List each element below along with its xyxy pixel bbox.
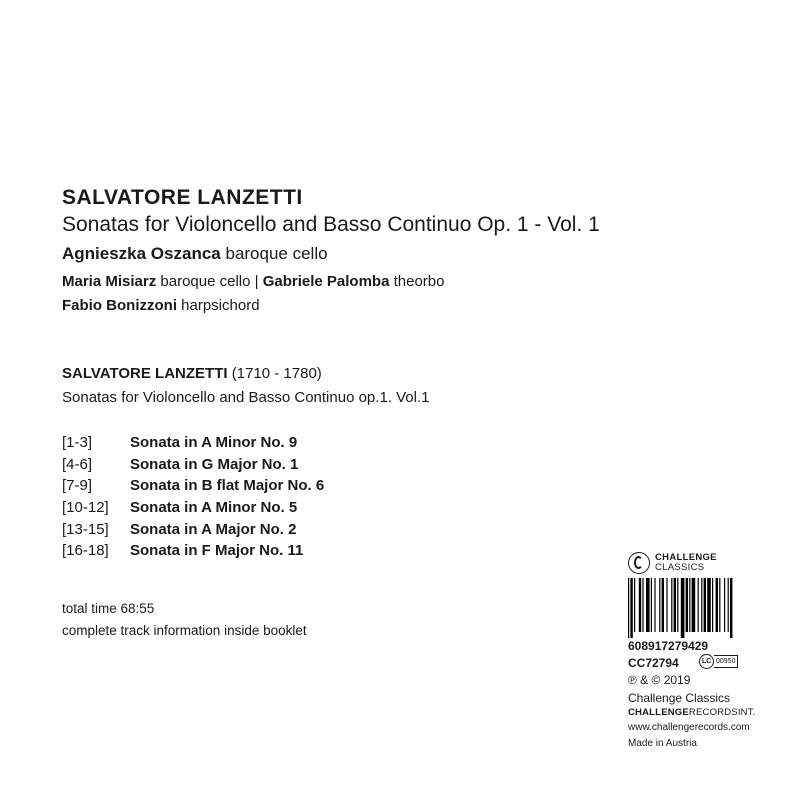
catalog-number: CC72794 [628, 656, 679, 670]
barcode-bar [701, 578, 702, 632]
track-row [62, 454, 324, 476]
track-number: [1-3] [62, 434, 93, 451]
barcode-bar [689, 578, 690, 632]
barcode-number: 608917279429 [628, 639, 709, 653]
barcode [628, 578, 756, 638]
country-of-origin: Made in Austria [628, 738, 697, 749]
barcode-bar [677, 578, 678, 632]
barcode-bar [646, 578, 650, 632]
barcode-bar [681, 578, 685, 638]
records-name-rest: RECORDSINT. [688, 707, 756, 718]
barcode-bar [651, 578, 652, 632]
label-name: Challenge Classics [628, 691, 731, 705]
total-time: total time 68:55 [62, 601, 155, 616]
track-title: Sonata in A Minor No. 9 [130, 434, 298, 451]
barcode-bar [724, 578, 725, 632]
separator: | [254, 273, 259, 290]
performer-name: Maria Misiarz [62, 273, 157, 290]
barcode-bar [630, 578, 632, 638]
challenge-logo-icon [628, 552, 650, 574]
track-number: [13-15] [62, 520, 109, 538]
performer-role: harpsichord [181, 297, 260, 314]
performer-line-2 [62, 273, 444, 290]
barcode-bar [704, 578, 706, 632]
barcode-bar [712, 578, 713, 632]
barcode-bar [642, 578, 643, 632]
track-row [62, 475, 324, 497]
track-row [62, 432, 324, 454]
logo-bottom-text: CLASSICS [655, 562, 705, 573]
barcode-bar [662, 578, 664, 632]
program-composer [62, 365, 322, 382]
track-title: Sonata in A Major No. 2 [130, 520, 297, 538]
barcode-bar [654, 578, 655, 632]
program-composer-dates: (1710 - 1780) [231, 365, 322, 382]
barcode-bar [634, 578, 635, 632]
program-subtitle: Sonatas for Violoncello and Basso Continuo op.1. Vol.1 [62, 389, 430, 406]
performer-role: theorbo [393, 273, 445, 290]
composer-heading: SALVATORE LANZETTI [62, 186, 303, 209]
program-composer-name: SALVATORE LANZETTI [62, 365, 228, 382]
performer-line-3 [62, 297, 260, 314]
album-title: Sonatas for Violoncello and Basso Continuo Op. 1 - Vol. 1 [62, 213, 600, 236]
track-row [62, 497, 324, 519]
track-list [62, 432, 324, 562]
logo-text [655, 553, 717, 573]
barcode-bar [666, 578, 667, 632]
track-title: Sonata in F Major No. 11 [130, 542, 304, 560]
track-row [62, 519, 324, 541]
barcode-bar [698, 578, 699, 632]
label-code [699, 654, 738, 669]
copyright-notice: ℗ & © 2019 [628, 673, 691, 687]
track-title: Sonata in A Minor No. 5 [130, 499, 298, 517]
records-name-bold: CHALLENGE [628, 707, 689, 718]
records-name [628, 707, 756, 718]
challenge-classics-logo [628, 552, 717, 574]
track-title: Sonata in G Major No. 1 [130, 455, 299, 473]
performer-role: baroque cello [160, 273, 251, 290]
barcode-bar [719, 578, 720, 632]
performer-line-1 [62, 244, 328, 264]
track-number: [4-6] [62, 455, 93, 473]
barcode-bar [686, 578, 688, 632]
track-number: [7-9] [62, 477, 93, 495]
website: www.challengerecords.com [628, 722, 750, 733]
barcode-bar [659, 578, 660, 632]
lc-logo-icon: LC [699, 654, 714, 669]
track-number: [16-18] [62, 542, 109, 560]
logo-top-text: CHALLENGE [655, 552, 717, 563]
barcode-bar [628, 578, 629, 638]
performer-role: baroque cello [225, 244, 328, 263]
performer-name: Fabio Bonizzoni [62, 297, 177, 314]
track-title: Sonata in B flat Major No. 6 [130, 477, 325, 495]
barcode-bar [692, 578, 696, 632]
performer-name: Gabriele Palomba [262, 273, 390, 290]
barcode-bar [728, 578, 729, 632]
barcode-bar [639, 578, 641, 632]
track-number: [10-12] [62, 499, 109, 517]
barcode-bar [671, 578, 672, 632]
barcode-bar [707, 578, 711, 632]
barcode-bar [730, 578, 732, 638]
barcode-bar [674, 578, 676, 632]
performer-name: Agnieszka Oszanca [62, 244, 221, 263]
track-row [62, 540, 324, 562]
lc-code-number: 00950 [714, 655, 738, 668]
barcode-bar [716, 578, 718, 632]
booklet-note: complete track information inside booklet [62, 623, 307, 638]
